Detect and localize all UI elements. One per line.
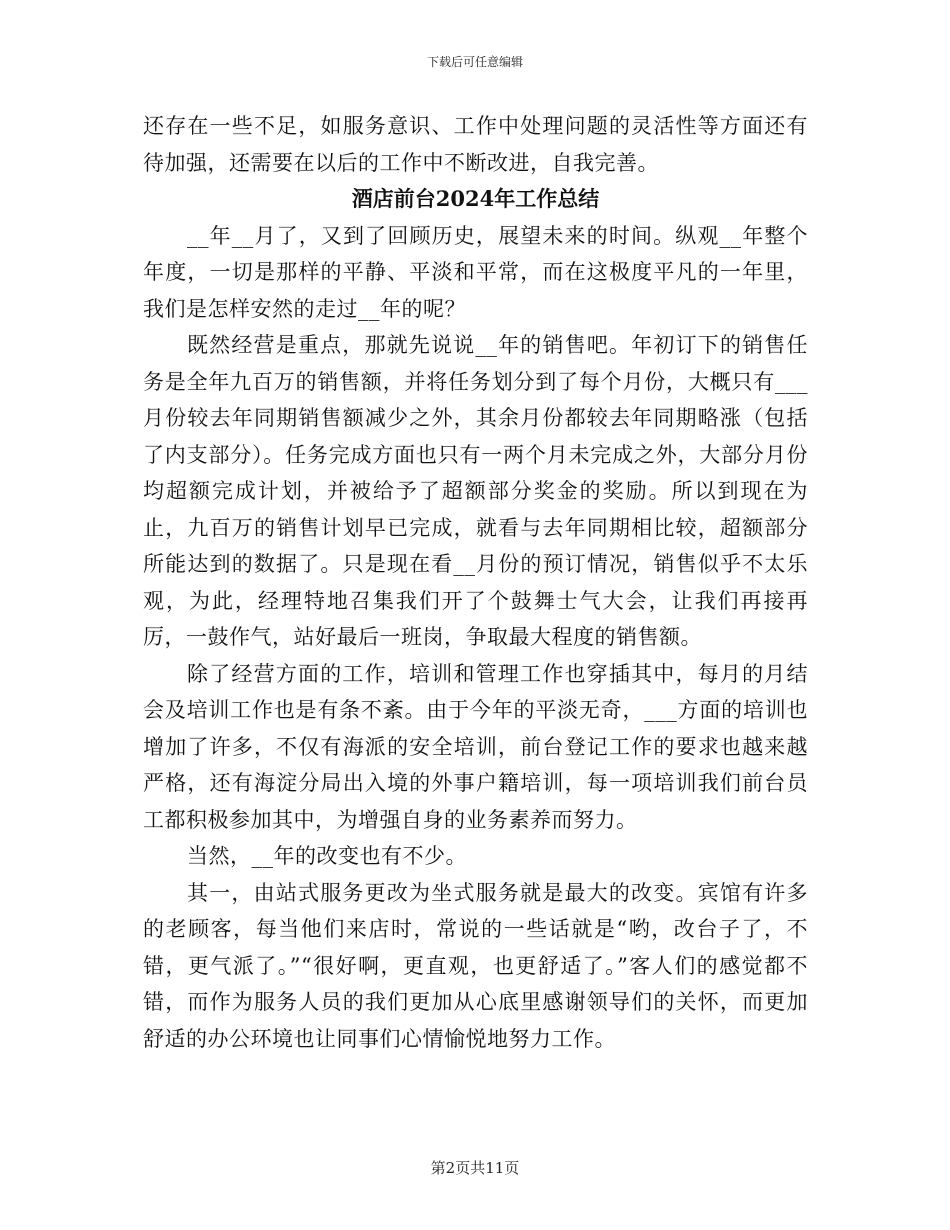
- document-body: [143, 108, 808, 1057]
- paragraph-1: __年__月了，又到了回顾历史，展望未来的时间。纵观__年整个年度，一切是那样的平静、平淡和平常，而在这极度平凡的一年里，我们是怎样安然的走过__年的呢？: [143, 223, 808, 321]
- page-footer: 第2页共11页: [430, 1159, 520, 1177]
- paragraph-5: 其一，由站式服务更改为坐式服务就是最大的改变。宾馆有许多的老顾客，每当他们来店时，常说的一些话就是“哟，改台子了，不错，更气派了。”“很好啊，更直观，也更舒适了。”客人们的感觉都不错，而作为服务人员的我们更加从心底里感谢领导们的关怀，而更加舒适的办公环境也让同事们心情愉悦地努力工作。: [143, 880, 808, 1051]
- paragraph-4: 当然，__年的改变也有不少。: [187, 844, 467, 868]
- intro-paragraph: 还存在一些不足，如服务意识、工作中处理问题的灵活性等方面还有待加强，还需要在以后的工作中不断改进，自我完善。: [143, 114, 808, 175]
- article-title: 酒店前台2024年工作总结: [351, 186, 600, 211]
- paragraph-3: 除了经营方面的工作，培训和管理工作也穿插其中，每月的月结会及培训工作也是有条不紊。由于今年的平淡无奇，___方面的培训也增加了许多，不仅有海派的安全培训，前台登记工作的要求也越来越严格，还有海淀分局出入境的外事户籍培训，每一项培训我们前台员工都积极参加其中，为增强自身的业务素养而努力。: [143, 661, 808, 832]
- paragraph-2: 既然经营是重点，那就先说说__年的销售吧。年初订下的销售任务是全年九百万的销售额，并将任务划分到了每个月份，大概只有___月份较去年同期销售额减少之外，其余月份都较去年同期略涨（包括了内支部分）。任务完成方面也只有一两个月未完成之外，大部分月份均超额完成计划，并被给予了超额部分奖金的奖励。所以到现在为止，九百万的销售计划早已完成，就看与去年同期相比较，超额部分所能达到的数据了。只是现在看__月份的预订情况，销售似乎不太乐观，为此，经理特地召集我们开了个鼓舞士气大会，让我们再接再厉，一鼓作气，站好最后一班岗，争取最大程度的销售额。: [143, 333, 808, 649]
- page-header: 下载后可任意编辑: [426, 55, 523, 69]
